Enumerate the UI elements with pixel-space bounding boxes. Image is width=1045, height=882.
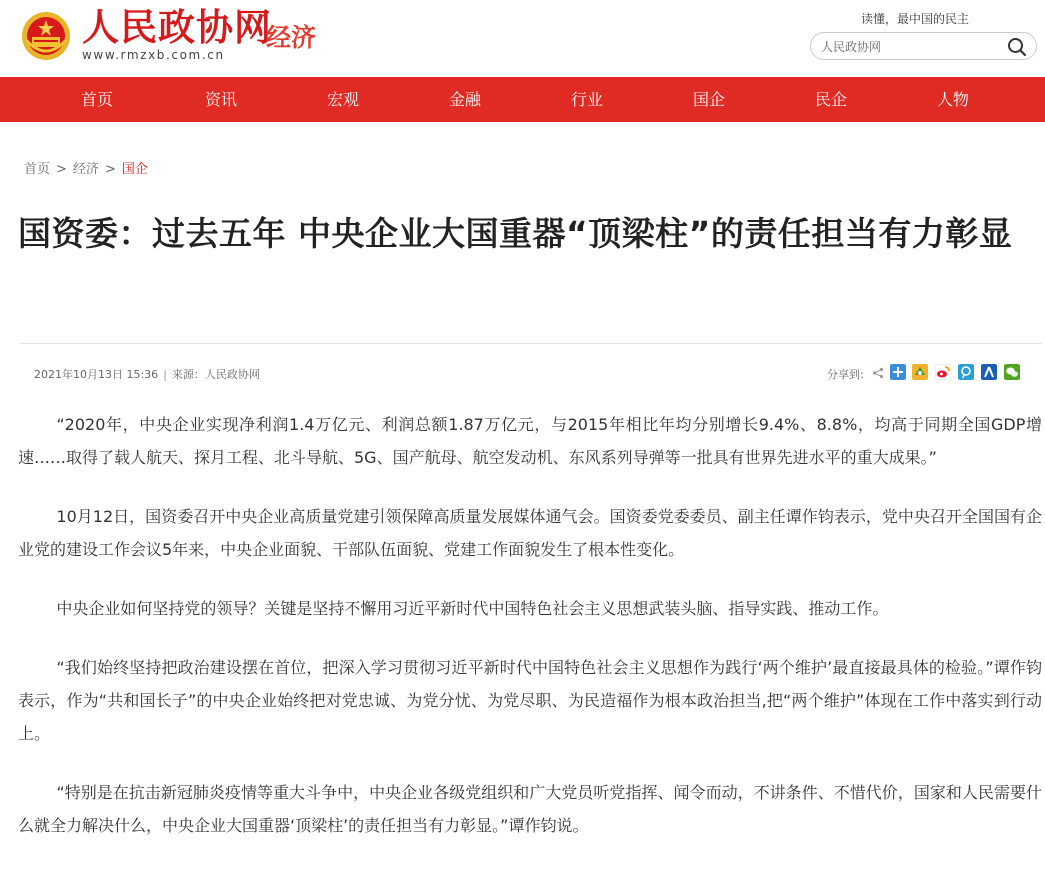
channel-title[interactable]: 经济 bbox=[266, 23, 317, 52]
breadcrumb-current[interactable]: 国企 bbox=[121, 162, 148, 177]
nav-private-enterprise[interactable]: 民企 bbox=[814, 90, 847, 109]
wechat-share-icon[interactable] bbox=[1004, 364, 1020, 380]
tqq-share-icon[interactable] bbox=[958, 364, 974, 380]
publish-date: 2021年10月13日 15:36 bbox=[34, 368, 159, 381]
cppcc-emblem-icon[interactable] bbox=[18, 10, 74, 62]
breadcrumb bbox=[24, 158, 148, 177]
breadcrumb-economy[interactable]: 经济 bbox=[72, 162, 99, 177]
article-source: 来源：人民政协网 bbox=[171, 368, 260, 381]
nav-news[interactable]: 资讯 bbox=[204, 90, 237, 109]
renren-share-icon[interactable] bbox=[981, 364, 997, 380]
site-slogan: 读懂，最中国的民主 bbox=[861, 12, 970, 26]
main-nav bbox=[0, 77, 1045, 122]
nav-macro[interactable]: 宏观 bbox=[326, 90, 359, 109]
site-url: www.rmzxb.com.cn bbox=[82, 48, 225, 62]
search-icon[interactable] bbox=[1006, 36, 1028, 58]
article-paragraph: “2020年，中央企业实现净利润1.4万亿元、利润总额1.87万亿元，与2015年相比年均分别增长9.4%、8.8%，均高于同期全国GDP增速……取得了载人航天、探月工程、北斗导航、5G、国产航母、航空发动机、东风系列导弹等一批具有世界先进水平的重大成果。” bbox=[18, 415, 1042, 467]
nav-industry[interactable]: 行业 bbox=[570, 90, 603, 109]
article-paragraph: 10月12日，国资委召开中央企业高质量党建引领保障高质量发展媒体通气会。国资委党委委员、副主任谭作钧表示，党中央召开全国国有企业党的建设工作会议5年来，中央企业面貌、干部队伍面貌、党建工作面貌发生了根本性变化。 bbox=[18, 507, 1042, 559]
site-header bbox=[0, 0, 1045, 77]
search-box bbox=[810, 32, 1037, 60]
article-meta bbox=[34, 366, 260, 382]
wechat-moments-share-icon[interactable] bbox=[912, 364, 928, 380]
share-label: 分享到: bbox=[827, 368, 864, 381]
title-divider bbox=[20, 343, 1042, 344]
article-body bbox=[18, 408, 1042, 868]
breadcrumb-separator: > bbox=[56, 162, 67, 177]
nav-soe[interactable]: 国企 bbox=[692, 90, 725, 109]
breadcrumb-separator: > bbox=[104, 162, 116, 177]
share-icon bbox=[872, 367, 884, 379]
article-title: 国资委：过去五年 中央企业大国重器“顶梁柱”的责任担当有力彰显 bbox=[18, 214, 1013, 253]
qzone-share-icon[interactable] bbox=[890, 364, 906, 380]
article-paragraph: 中央企业如何坚持党的领导？关键是坚持不懈用习近平新时代中国特色社会主义思想武装头脑、指导实践、推动工作。 bbox=[56, 599, 889, 618]
site-logo-text[interactable]: 人民政协网 bbox=[82, 5, 272, 49]
meta-separator: | bbox=[163, 368, 167, 381]
search-input[interactable] bbox=[819, 37, 1003, 57]
nav-people[interactable]: 人物 bbox=[936, 90, 969, 109]
nav-finance[interactable]: 金融 bbox=[448, 90, 481, 109]
nav-home[interactable]: 首页 bbox=[80, 90, 113, 109]
weibo-share-icon[interactable] bbox=[935, 364, 951, 380]
breadcrumb-home[interactable]: 首页 bbox=[24, 162, 51, 177]
article-paragraph: “特别是在抗击新冠肺炎疫情等重大斗争中，中央企业各级党组织和广大党员听党指挥、闻令而动，不讲条件、不惜代价，国家和人民需要什么就全力解决什么，中央企业大国重器‘顶梁柱’的责任担当有力彰显。”谭作钧说。 bbox=[18, 783, 1042, 835]
article-paragraph: “我们始终坚持把政治建设摆在首位，把深入学习贯彻习近平新时代中国特色社会主义思想作为践行‘两个维护’最直接最具体的检验。”谭作钧表示，作为“共和国长子”的中央企业始终把对党忠诚、为党分忧、为党尽职、为民造福作为根本政治担当,把“两个维护”体现在工作中落实到行动上。 bbox=[18, 658, 1042, 743]
